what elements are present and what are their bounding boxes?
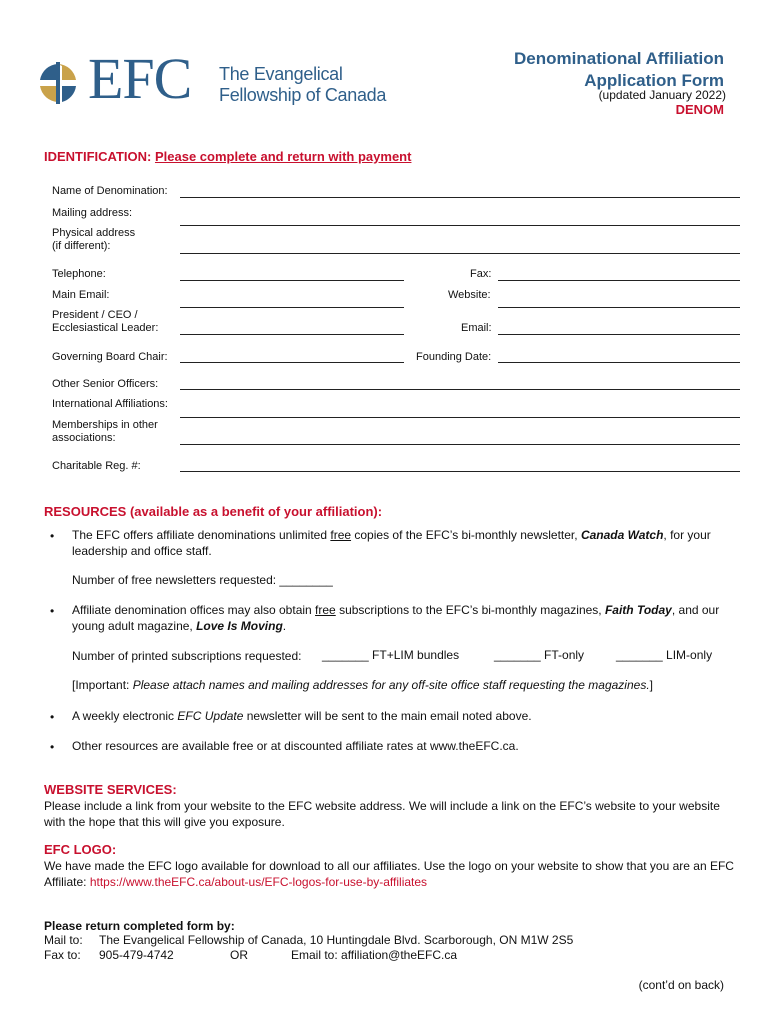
resource-efc-update-post: newsletter will be sent to the main email noted above. [243, 709, 532, 723]
or-separator: OR [230, 948, 248, 962]
org-name-line2: Fellowship of Canada [219, 85, 387, 105]
form-code: DENOM [675, 102, 724, 117]
label-mailing-address: Mailing address: [52, 207, 133, 219]
resource-magazines-mid: subscriptions to the EFC’s bi-monthly magazines, [335, 603, 605, 617]
label-president-line2: Ecclesiastical Leader: [52, 322, 159, 334]
continued-on-back: (cont’d on back) [638, 978, 724, 992]
resource-magazines-love-is-moving: Love Is Moving [196, 619, 283, 633]
resource-efc-update [72, 708, 732, 724]
label-president-line1: President / CEO / [52, 309, 138, 321]
resource-efc-update-pre: A weekly electronic [72, 709, 178, 723]
field-physical-address[interactable] [180, 253, 740, 254]
email-address: Email to: affiliation@theEFC.ca [291, 948, 458, 962]
label-leader-email: Email: [461, 322, 492, 334]
subscription-lim-only[interactable]: _______ LIM-only [616, 648, 713, 662]
field-president[interactable] [180, 334, 404, 335]
label-president [52, 309, 158, 335]
resource-magazines-text [72, 602, 732, 634]
identification-heading-sub: Please complete and return with payment [154, 149, 412, 164]
form-updated-date: (updated January 2022) [598, 88, 726, 102]
mail-label: Mail to: [44, 933, 83, 947]
label-board-chair: Governing Board Chair: [52, 351, 168, 363]
subscription-note [72, 677, 732, 693]
resource-newsletter-post: , for your leadership and office staff. [72, 528, 711, 558]
field-board-chair[interactable] [180, 362, 404, 363]
fax-label: Fax to: [44, 948, 81, 962]
efc-logo-heading: EFC LOGO: [44, 842, 117, 857]
identification-heading-label: IDENTIFICATION: [44, 149, 152, 164]
label-memberships-line2: associations: [52, 432, 116, 444]
subscription-count-label: Number of printed subscriptions requested: [72, 649, 302, 663]
resource-other: Other resources are available free or at discounted affiliate rates at www.theEFC.ca. [72, 739, 519, 753]
bullet-1: • [50, 529, 55, 543]
resources-heading: RESOURCES (available as a benefit of your affiliation): [44, 504, 383, 519]
field-telephone[interactable] [180, 280, 404, 281]
label-telephone: Telephone: [52, 268, 106, 280]
label-physical-address-line2: (if different): [52, 240, 111, 252]
label-founding-date: Founding Date: [416, 351, 492, 363]
label-main-email: Main Email: [52, 289, 110, 301]
subscription-note-pre: [Important: [72, 678, 133, 692]
resource-newsletter-mid: copies of the EFC’s bi-monthly newsletter, [351, 528, 581, 542]
resource-newsletter-pre: The EFC offers affiliate denominations unlimited [72, 528, 331, 542]
label-denomination-name: Name of Denomination: [52, 185, 168, 197]
resource-newsletter-title: Canada Watch [580, 528, 664, 542]
return-heading: Please return completed form by: [44, 919, 235, 933]
label-intl-affiliations: International Affiliations: [52, 398, 168, 410]
subscription-ft-only[interactable]: _______ FT-only [494, 648, 585, 662]
label-other-officers: Other Senior Officers: [52, 378, 159, 390]
field-founding-date[interactable] [498, 362, 740, 363]
label-charitable-reg: Charitable Reg. #: [52, 460, 141, 472]
label-memberships [52, 419, 158, 445]
field-website[interactable] [498, 307, 740, 308]
website-services-heading: WEBSITE SERVICES: [44, 782, 177, 797]
bullet-2: • [50, 604, 55, 618]
resource-magazines-mid2: , and our young adult magazine, [72, 603, 720, 633]
efc-logo-link[interactable]: https://www.theEFC.ca/about-us/EFC-logos-for-use-by-affiliates [89, 875, 428, 889]
efc-logo-letters: EFC [88, 46, 192, 111]
bullet-4: • [50, 740, 55, 754]
form-title-line2: Application Form [584, 71, 724, 90]
field-main-email[interactable] [180, 307, 404, 308]
label-website: Website: [448, 289, 491, 301]
subscription-note-post: ] [649, 678, 653, 692]
label-physical-address-line1: Physical address [52, 227, 136, 239]
resource-magazines-free: free [315, 603, 336, 617]
subscription-ft-lim-bundles[interactable]: _______ FT+LIM bundles [322, 648, 460, 662]
field-mailing-address[interactable] [180, 225, 740, 226]
label-fax: Fax: [470, 268, 492, 280]
label-memberships-line1: Memberships in other [52, 419, 158, 431]
mail-address: The Evangelical Fellowship of Canada, 10 Huntingdale Blvd. Scarborough, ON M1W 2S5 [99, 933, 574, 947]
org-name-line1: The Evangelical [219, 64, 343, 84]
resource-magazines-pre: Affiliate denomination offices may also obtain [72, 603, 316, 617]
field-charitable-reg[interactable] [180, 471, 740, 472]
fax-number: 905-479-4742 [99, 948, 174, 962]
website-services-text: Please include a link from your website to the EFC website address. We will include a link on the EFC’s website to your website with the hope that this will give you exposure. [44, 799, 720, 829]
form-title [514, 48, 724, 92]
label-physical-address [52, 227, 135, 253]
org-name [219, 64, 386, 106]
field-other-officers[interactable] [180, 389, 740, 390]
resource-magazines-post: . [282, 619, 287, 633]
efc-logo-text [44, 858, 734, 890]
resource-efc-update-title: EFC Update [177, 709, 244, 723]
field-leader-email[interactable] [498, 334, 740, 335]
field-fax[interactable] [498, 280, 740, 281]
identification-heading [44, 149, 411, 164]
resource-magazines-faith-today: Faith Today [604, 603, 672, 617]
form-title-line1: Denominational Affiliation [514, 49, 724, 68]
newsletter-count-request[interactable]: Number of free newsletters requested: ________ [72, 573, 333, 587]
efc-logo-mark-icon [36, 60, 80, 106]
efc-logo-text-body: We have made the EFC logo available for download to all our affiliates. Use the logo on your website to show that you are an EFC Affiliate: [44, 859, 734, 889]
field-memberships[interactable] [180, 444, 740, 445]
resource-newsletter-text [72, 527, 732, 559]
field-denomination-name[interactable] [180, 197, 740, 198]
subscription-note-italic: Please attach names and mailing addresses for any off-site office staff requesting the magazines. [132, 678, 650, 692]
resource-newsletter-free: free [330, 528, 352, 542]
bullet-3: • [50, 710, 55, 724]
field-intl-affiliations[interactable] [180, 417, 740, 418]
